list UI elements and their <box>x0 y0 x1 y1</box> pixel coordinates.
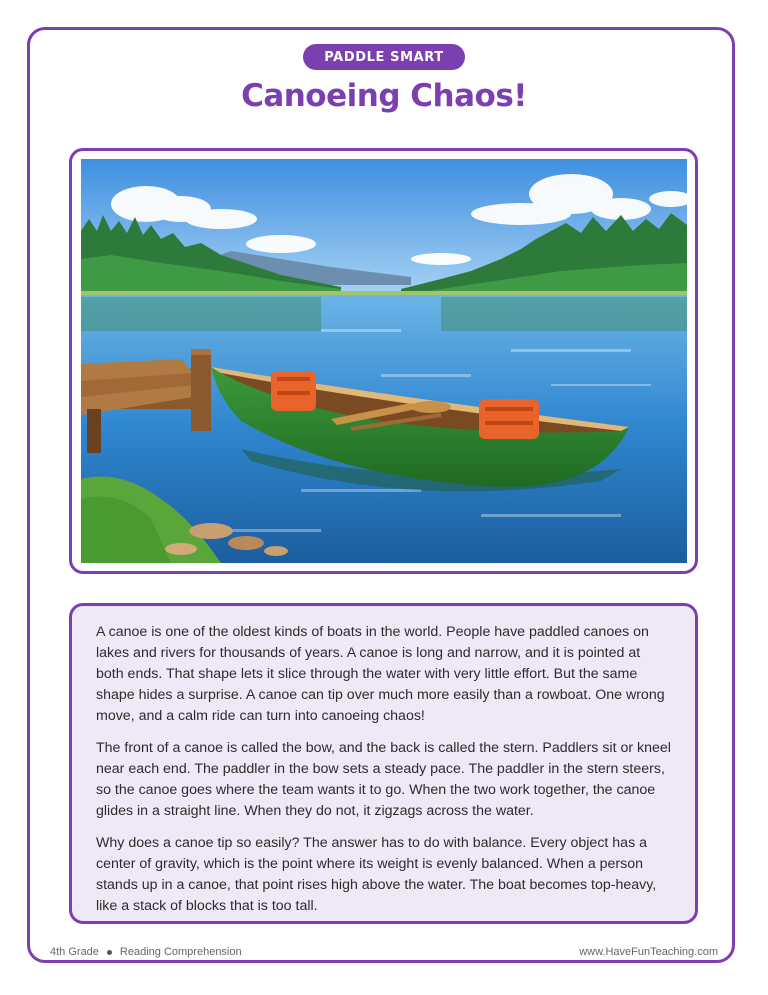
footer-left <box>50 946 242 958</box>
footer-grade: 4th Grade <box>50 946 99 958</box>
reading-passage <box>69 603 698 924</box>
page-title: Canoeing Chaos! <box>241 78 527 114</box>
footer-website: www.HaveFunTeaching.com <box>579 946 718 958</box>
section-badge: PADDLE SMART <box>303 44 465 70</box>
passage-paragraph-1: A canoe is one of the oldest kinds of boats in the world. People have paddled canoes on lakes and rivers for thousands of years. A canoe is long and narrow, and it is pointed at both ends. That shape lets it slice through the water with very little effort. But the same shape hides a surprise. A canoe can tip over much more easily than a rowboat. One wrong move, and a calm ride can turn into canoeing chaos! <box>96 624 665 724</box>
canoe-lake-illustration <box>81 159 687 563</box>
passage-paragraph-3: Why does a canoe tip so easily? The answer has to do with balance. Every object has a center of gravity, which is the point where its weight is evenly balanced. When a person stands up in a canoe, that point rises high above the water. The boat becomes top-heavy, like a stack of blocks that is too tall. <box>96 835 657 914</box>
passage-paragraph-2: The front of a canoe is called the bow, and the back is called the stern. Paddlers sit or kneel near each end. The paddler in the bow sets a steady pace. The paddler in the stern steers, so the canoe goes where the team wants it to go. When the two work together, the canoe glides in a straight line. When they do not, it zigzags across the water. <box>96 740 671 819</box>
footer-subject: Reading Comprehension <box>119 946 242 958</box>
bullet-separator <box>107 950 112 955</box>
